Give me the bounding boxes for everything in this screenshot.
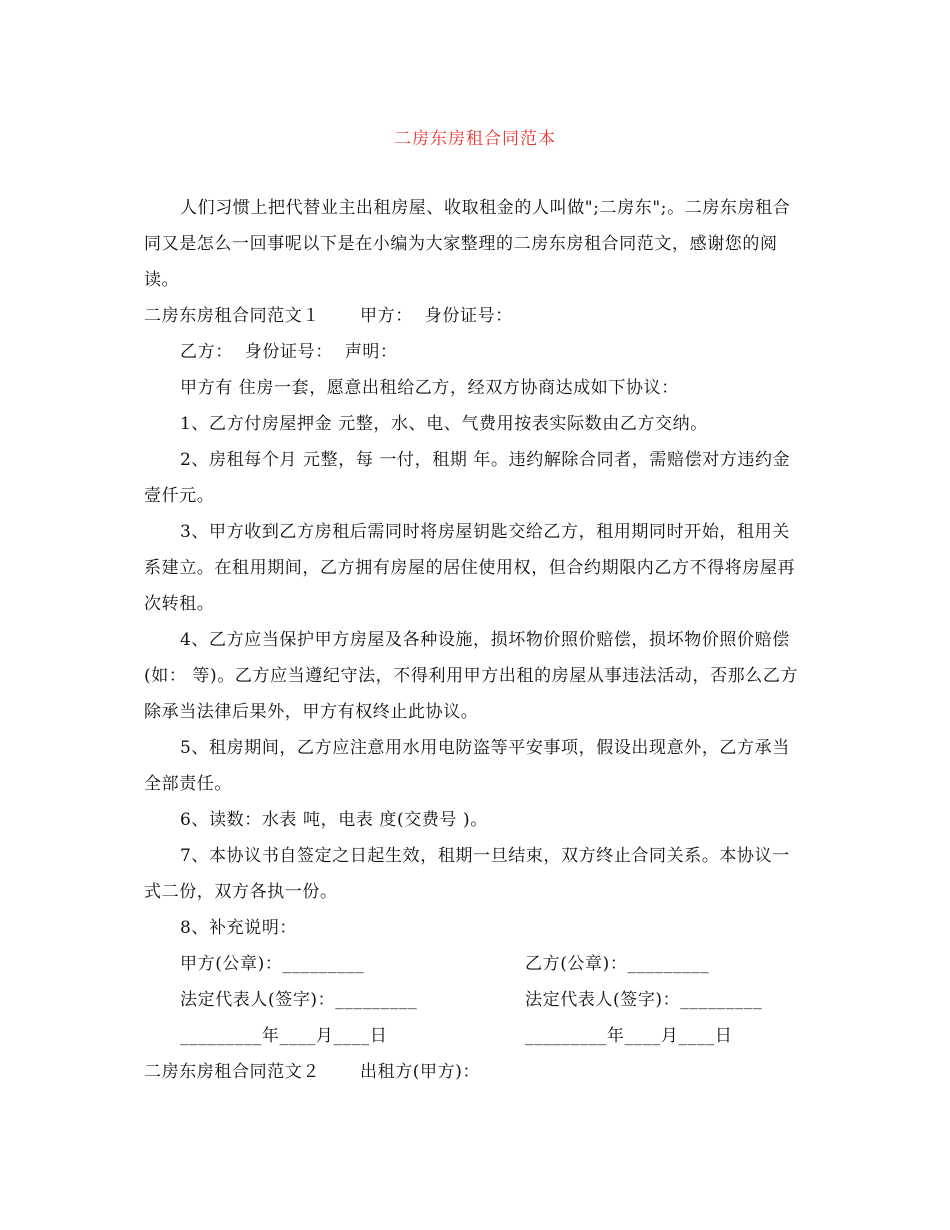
document-body — [144, 190, 806, 1090]
signature-rep-row — [144, 982, 806, 1018]
section2-lessor: 出租方(甲方)： — [360, 1062, 481, 1082]
section1-heading-row — [144, 298, 806, 334]
agreement-intro: 甲方有 住房一套，愿意出租给乙方，经双方协商达成如下协议： — [180, 378, 679, 398]
clause-7: 7、本协议书自签定之日起生效，租期一旦结束，双方终止合同关系。本协议一式二份，双方各执一份。 — [144, 846, 790, 902]
section2-heading: 二房东房租合同范文２ — [144, 1062, 320, 1082]
clause-1: 1、乙方付房屋押金 元整，水、电、气费用按表实际数由乙方交纳。 — [180, 414, 708, 434]
clause-2: 2、房租每个月 元整，每 一付，租期 年。违约解除合同者，需赔偿对方违约金壹仟元。 — [144, 450, 791, 506]
section2-heading-row — [144, 1054, 806, 1090]
clause-8: 8、补充说明： — [180, 918, 298, 938]
section1-party-b: 乙方： 身份证号： 声明： — [180, 342, 398, 362]
party-b-seal: 乙方(公章)：_________ — [525, 954, 710, 974]
party-a-seal: 甲方(公章)：_________ — [180, 954, 365, 974]
signature-date-row — [144, 1018, 806, 1054]
party-b-date: _________年____月____日 — [525, 1026, 733, 1046]
party-a-date: _________年____月____日 — [180, 1026, 388, 1046]
signature-seal-row — [144, 946, 806, 982]
party-b-representative: 法定代表人(签字)：_________ — [525, 990, 763, 1010]
section1-party-a: 甲方： 身份证号： — [360, 306, 513, 326]
clause-6: 6、读数：水表 吨，电表 度(交费号 )。 — [180, 810, 488, 830]
intro-paragraph: 人们习惯上把代替业主出租房屋、收取租金的人叫做";二房东";。二房东房租合同又是怎么一回事呢以下是在小编为大家整理的二房东房租合同范文，感谢您的阅读。 — [144, 198, 791, 290]
clause-5: 5、租房期间，乙方应注意用水用电防盗等平安事项，假设出现意外，乙方承当全部责任。 — [144, 738, 790, 794]
party-a-representative: 法定代表人(签字)：_________ — [180, 990, 418, 1010]
clause-3: 3、甲方收到乙方房租后需同时将房屋钥匙交给乙方，租用期同时开始，租用关系建立。在租用期间，乙方拥有房屋的居住使用权，但合约期限内乙方不得将房屋再次转租。 — [144, 522, 796, 614]
section1-heading: 二房东房租合同范文１ — [144, 306, 320, 326]
document-title: 二房东房租合同范本 — [394, 129, 556, 149]
clause-4: 4、乙方应当保护甲方房屋及各种设施，损坏物价照价赔偿，损坏物价照价赔偿(如： 等)。乙方应当遵纪守法，不得利用甲方出租的房屋从事违法活动，否那么乙方除承当法律后果外，甲方有权终止此协议。 — [144, 630, 799, 722]
